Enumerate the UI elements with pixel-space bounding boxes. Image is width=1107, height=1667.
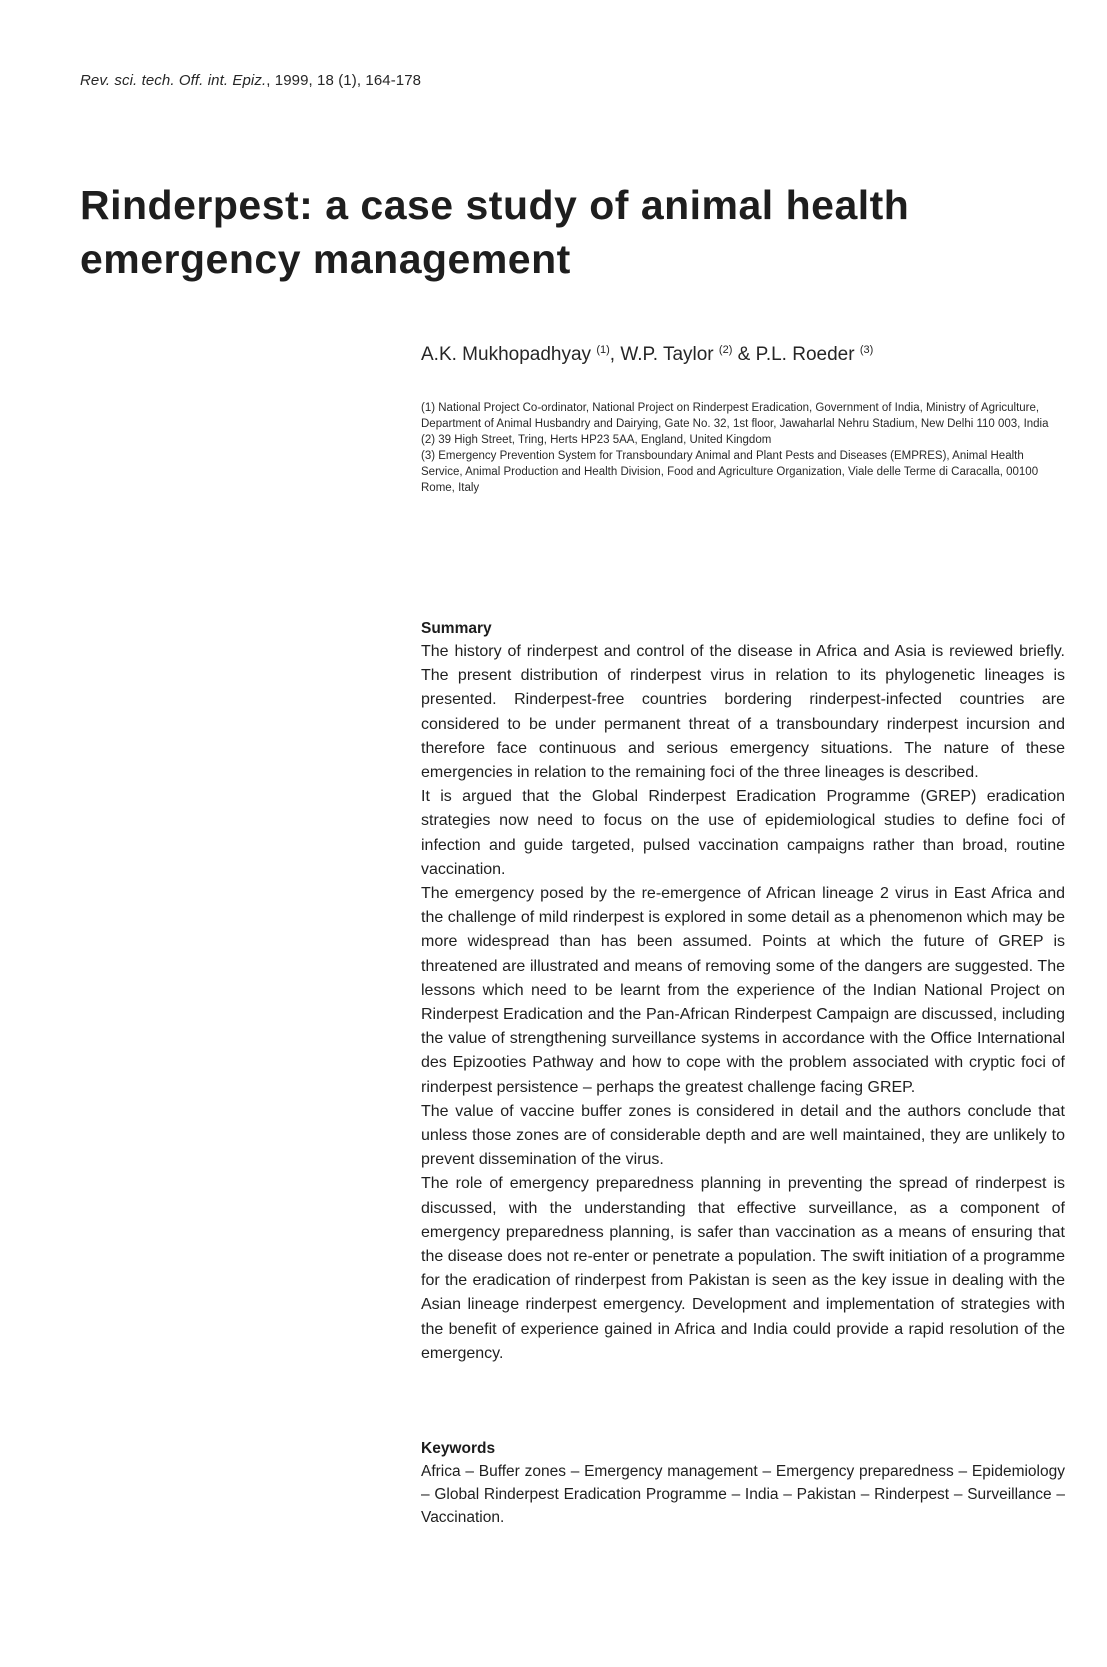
summary-heading: Summary — [421, 620, 492, 637]
summary-paragraph: The emergency posed by the re-emergence of African lineage 2 virus in East Africa and the challenge of mild rinderpest is explored in some detail as a phenomenon which may be more widespread than has been assumed. Points at which the future of GREP is threatened are illustrated and means of removing some of the dangers are suggested. The lessons which need to be learnt from the experience of the Indian National Project on Rinderpest Eradication and the Pan-African Rinderpest Campaign are discussed, including the value of strengthening surveillance systems in accordance with the Office International des Epizooties Pathway and how to cope with the problem associated with cryptic foci of rinderpest persistence – perhaps the greatest challenge facing GREP. — [421, 885, 1065, 1096]
citation-details: , 1999, 18 (1), 164-178 — [266, 72, 422, 89]
author-name: W.P. Taylor — [620, 344, 714, 365]
author-list — [421, 344, 873, 366]
keywords-list: Africa – Buffer zones – Emergency management – Emergency preparedness – Epidemiology – Global Rinderpest Eradication Programme – India – Pakistan – Rinderpest – Surveillance – Vaccination. — [421, 1463, 1065, 1526]
author-affiliation-marker: (2) — [718, 344, 733, 356]
summary-paragraph: The history of rinderpest and control of the disease in Africa and Asia is reviewed briefly. The present distribution of rinderpest virus in relation to its phylogenetic lineages is presented. Rinderpest-free countries bordering rinderpest-infected countries are considered to be under permanent threat of a transboundary rinderpest incursion and therefore face continuous and serious emergency situations. The nature of these emergencies in relation to the remaining foci of the three lineages is described. — [421, 643, 1065, 782]
affiliation-list — [421, 400, 1061, 496]
author-affiliation-marker: (3) — [859, 344, 874, 356]
author-affiliation-marker: (1) — [596, 344, 610, 356]
journal-name: Rev. sci. tech. Off. int. Epiz. — [80, 72, 267, 89]
article-title — [80, 178, 980, 286]
affiliation-item: (3) Emergency Prevention System for Transboundary Animal and Plant Pests and Diseases (EMPRES), Animal Health Service, Animal Production and Health Division, Food and Agriculture Organization, Viale delle Terme di Caracalla, 00100 Rome, Italy — [421, 450, 1039, 494]
author-separator: & — [732, 344, 756, 365]
author-name: P.L. Roeder — [755, 344, 855, 365]
summary-body — [421, 640, 1065, 1366]
summary-paragraph: It is argued that the Global Rinderpest Eradication Programme (GREP) eradication strategies now need to focus on the use of epidemiological studies to define foci of infection and guide targeted, pulsed vaccination campaigns rather than broad, routine vaccination. — [421, 788, 1065, 878]
affiliation-item: (2) 39 High Street, Tring, Herts HP23 5AA, England, United Kingdom — [421, 434, 772, 446]
author-separator: , — [609, 344, 621, 365]
title-line-2: emergency management — [80, 236, 571, 282]
keywords-heading: Keywords — [421, 1440, 496, 1457]
author-name: A.K. Mukhopadhyay — [421, 344, 592, 365]
summary-paragraph: The role of emergency preparedness planning in preventing the spread of rinderpest is discussed, with the understanding that effective surveillance, as a component of emergency preparedness planning, is safer than vaccination as a means of ensuring that the disease does not re-enter or penetrate a population. The swift initiation of a programme for the eradication of rinderpest from Pakistan is seen as the key issue in dealing with the Asian lineage rinderpest emergency. Development and implementation of strategies with the benefit of experience gained in Africa and India could provide a rapid resolution of the emergency. — [421, 1175, 1065, 1362]
journal-citation — [80, 72, 421, 89]
title-line-1: Rinderpest: a case study of animal health — [80, 182, 910, 228]
affiliation-item: (1) National Project Co-ordinator, National Project on Rinderpest Eradication, Government of India, Ministry of Agriculture, Department of Animal Husbandry and Dairying, Gate No. 32, 1st floor, Jawaharlal Nehru Stadium, New Delhi 110 003, India — [421, 402, 1049, 430]
summary-paragraph: The value of vaccine buffer zones is considered in detail and the authors conclude that unless those zones are of considerable depth and are well maintained, they are unlikely to prevent dissemination of the virus. — [421, 1102, 1065, 1169]
